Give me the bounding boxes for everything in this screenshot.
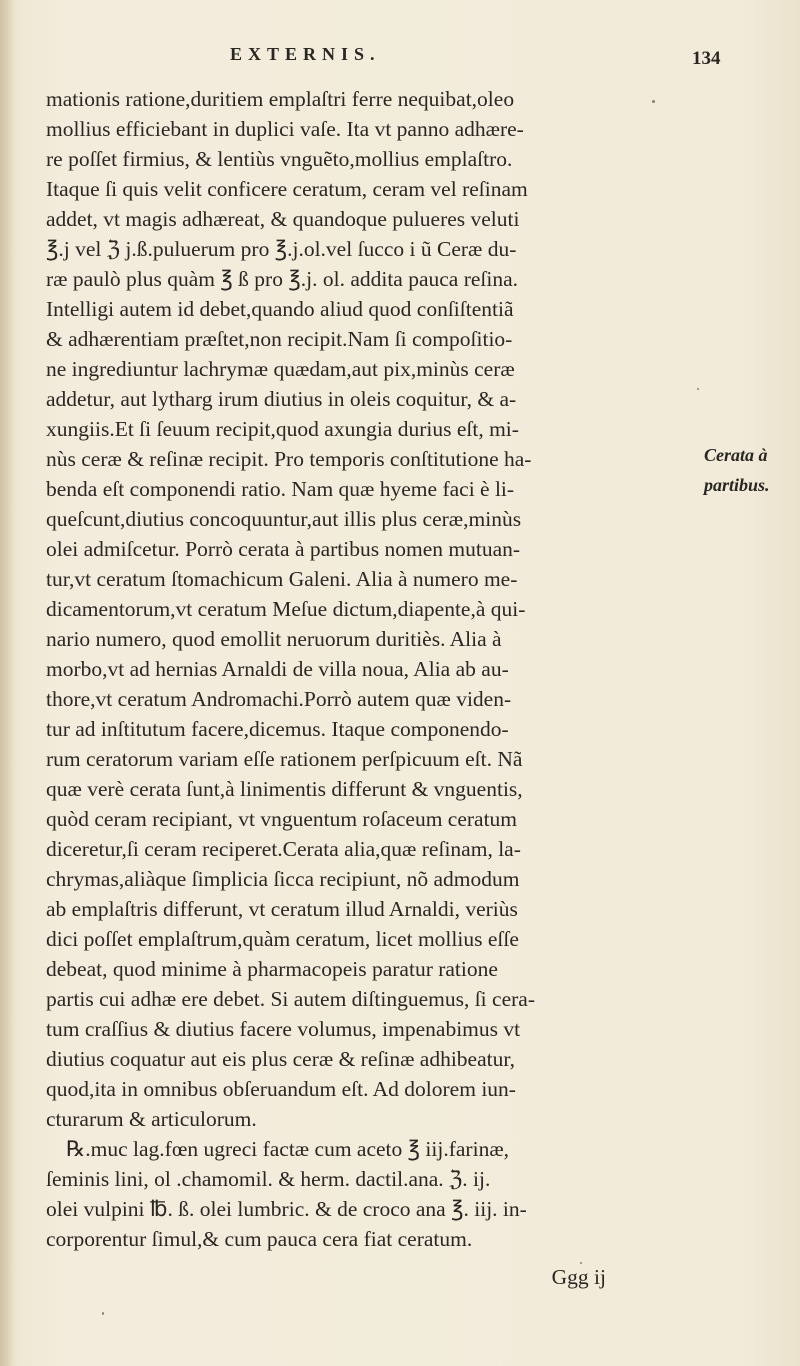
text-line: nario numero, quod emollit neruorum duritiès. Alia à xyxy=(46,627,502,651)
ink-speck xyxy=(102,1312,104,1315)
ink-speck xyxy=(652,100,655,103)
text-line: quòd ceram recipiant, vt vnguentum roſaceum ceratum xyxy=(46,807,518,831)
text-line: Intelligi autem id debet,quando aliud quod conſiſtentiã xyxy=(46,297,514,321)
text-line: tur,vt ceratum ſtomachicum Galeni. Alia à numero me- xyxy=(46,567,518,591)
text-line: addetur, aut lytharg irum diutius in oleis coquitur, & a- xyxy=(46,387,517,411)
ink-speck xyxy=(580,1262,582,1264)
margin-note: partibus. xyxy=(704,475,770,495)
text-line: dici poſſet emplaſtrum,quàm ceratum, licet mollius eſſe xyxy=(46,927,519,951)
text-line: nùs ceræ & reſinæ recipit. Pro temporis conſtitutione ha- xyxy=(46,447,532,471)
recipe-line: ℞.muc lag.fœn ugreci factæ cum aceto ℥ iij.farinæ, xyxy=(66,1137,510,1161)
text-line: rum ceratorum variam eſſe rationem perſpicuum eſt. Nã xyxy=(46,747,523,771)
text-line: re poſſet firmius, & lentiùs vnguẽto,mollius emplaſtro. xyxy=(46,147,513,171)
recipe-line: corporentur ſimul,& cum pauca cera fiat ceratum. xyxy=(46,1227,473,1251)
text-line: partis cui adhæ ere debet. Si autem diſtinguemus, ſi cera- xyxy=(46,987,535,1011)
main-text xyxy=(46,84,706,1292)
running-title: EXTERNIS. xyxy=(230,44,381,64)
text-line: queſcunt,diutius concoquuntur,aut illis plus ceræ,minùs xyxy=(46,507,522,531)
text-line: tur ad inſtitutum facere,dicemus. Itaque componendo- xyxy=(46,717,509,741)
text-line: Itaque ſi quis velit conficere ceratum, ceram vel reſinam xyxy=(46,177,528,201)
text-line: quod,ita in omnibus obſeruandum eſt. Ad dolorem iun- xyxy=(46,1077,516,1101)
text-line: diutius coquatur aut eis plus ceræ & reſinæ adhibeatur, xyxy=(46,1047,516,1071)
text-line: tum craſſius & diutius facere volumus, impenabimus vt xyxy=(46,1017,521,1041)
text-line: morbo,vt ad hernias Arnaldi de villa noua, Alia ab au- xyxy=(46,657,509,681)
text-line: cturarum & articulorum. xyxy=(46,1107,257,1131)
text-line: ab emplaſtris differunt, vt ceratum illud Arnaldi, veriùs xyxy=(46,897,518,921)
text-line: diceretur,ſi ceram reciperet.Cerata alia,quæ reſinam, la- xyxy=(46,837,521,861)
text-line: addet, vt magis adhæreat, & quandoque pulueres veluti xyxy=(46,207,520,231)
text-line: debeat, quod minime à pharmacopeis paratur ratione xyxy=(46,957,498,981)
catchword: Ggg ij xyxy=(551,1265,606,1289)
text-line: ne ingrediuntur lachrymæ quædam,aut pix,minùs ceræ xyxy=(46,357,515,381)
margin-note: Cerata à xyxy=(704,445,768,465)
recipe-line: olei vulpini ℔. ß. olei lumbric. & de croco ana ℥. iij. in- xyxy=(46,1197,527,1221)
text-line: olei admiſcetur. Porrò cerata à partibus nomen mutuan- xyxy=(46,537,521,561)
ink-speck xyxy=(697,388,699,390)
text-line: quæ verè cerata ſunt,à linimentis differunt & vnguentis, xyxy=(46,777,523,801)
text-line: ℥.j vel ℨ j.ß.puluerum pro ℥.j.ol.vel ſucco i ũ Ceræ du- xyxy=(46,237,517,261)
page-gutter-shadow xyxy=(0,0,14,1366)
text-line: chrymas,aliàque ſimplicia ſicca recipiunt, nõ admodum xyxy=(46,867,520,891)
text-line: xungiis.Et ſi ſeuum recipit,quod axungia durius eſt, mi- xyxy=(46,417,519,441)
text-line: ræ paulò plus quàm ℥ ß pro ℥.j. ol. addita pauca reſina. xyxy=(46,267,519,291)
text-line: dicamentorum,vt ceratum Meſue dictum,diapente,à qui- xyxy=(46,597,526,621)
page-header xyxy=(230,44,730,78)
text-line: benda eſt componendi ratio. Nam quæ hyeme faci è li- xyxy=(46,477,515,501)
recipe-line: ſeminis lini, ol .chamomil. & herm. dactil.ana. ℨ. ij. xyxy=(46,1167,491,1191)
text-line: & adhærentiam præſtet,non recipit.Nam ſi compoſitio- xyxy=(46,327,513,351)
text-line: thore,vt ceratum Andromachi.Porrò autem quæ viden- xyxy=(46,687,512,711)
text-line: mollius efficiebant in duplici vaſe. Ita vt panno adhære- xyxy=(46,117,524,141)
page-number: 134 xyxy=(692,48,721,69)
text-line: mationis ratione,duritiem emplaſtri ferre nequibat,oleo xyxy=(46,87,515,111)
